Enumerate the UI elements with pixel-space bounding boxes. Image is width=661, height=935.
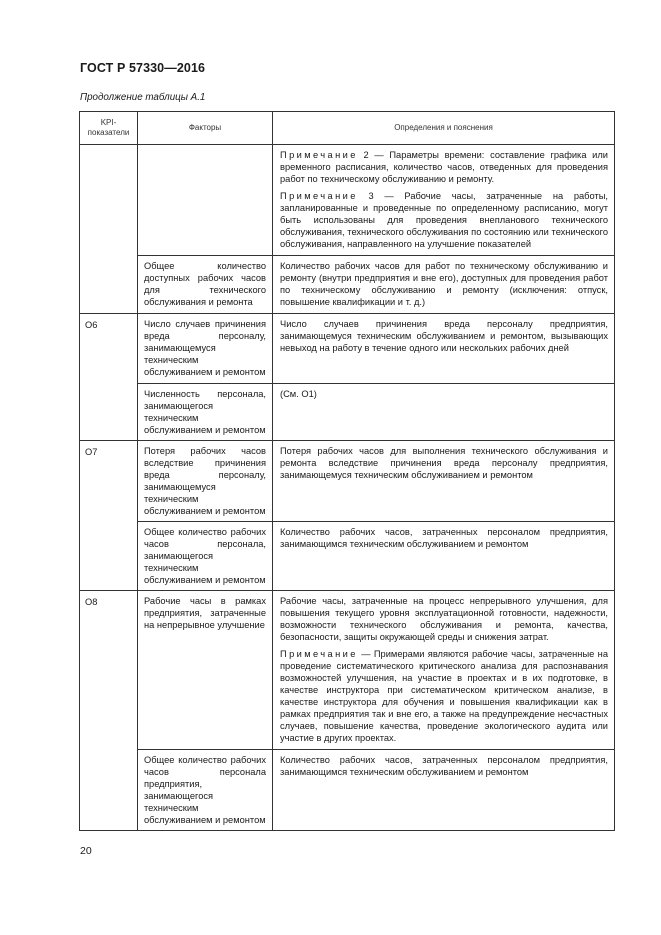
factor-cell: Потеря рабочих часов вследствие причинения вреда персоналу, занимающемуся техническим обслуживанием и ремонтом xyxy=(138,441,273,522)
definition-paragraph xyxy=(280,260,608,308)
table-row xyxy=(80,522,615,591)
definition-cell xyxy=(273,256,615,314)
table-row xyxy=(80,314,615,384)
factor-cell: Рабочие часы в рамках предприятия, затраченные на непрерывное улучшение xyxy=(138,591,273,750)
table-row xyxy=(80,256,615,314)
definition-cell xyxy=(273,522,615,591)
definition-text: 3 — Рабочие часы, затраченные на работы, запланированные и проведенные по определенному расписанию, могут быть использованы для проведения внепланового технического обслуживания, технического обслуживания по состоянию или технического обслуживания, направленного на улучшение показателей xyxy=(280,191,608,249)
kpi-code-cell: O6 xyxy=(80,314,138,441)
definition-paragraph xyxy=(280,149,608,185)
table-header-row xyxy=(80,112,615,145)
table-row xyxy=(80,591,615,750)
definition-paragraph xyxy=(280,388,608,400)
note-label: Примечание xyxy=(280,150,358,160)
definition-paragraph xyxy=(280,595,608,643)
note-label: Примечание xyxy=(280,191,358,201)
definition-text: 2 — Параметры времени: составление графика или временного расписания, количество часов, отведенных для проведения работ по техническому обслуживанию и ремонту. xyxy=(280,150,608,184)
column-header-factors: Факторы xyxy=(138,112,273,145)
factor-cell xyxy=(138,145,273,256)
kpi-code-cell xyxy=(80,145,138,314)
kpi-table xyxy=(79,111,615,831)
definition-paragraph xyxy=(280,318,608,354)
column-header-kpi: KPI-показатели xyxy=(80,112,138,145)
definition-text: Рабочие часы, затраченные на процесс непрерывного улучшения, для повышения текущего уровня эксплуатационной готовности, надежности, возможности технического обслуживания и ремонта, качества, безопасности, защиты окружающей среды и снижения затрат. xyxy=(280,596,608,642)
table-body xyxy=(80,145,615,831)
definition-paragraph xyxy=(280,445,608,481)
table-row xyxy=(80,145,615,256)
table-row xyxy=(80,750,615,831)
definition-text: Количество рабочих часов для работ по техническому обслуживанию и ремонту (внутри предприятия и вне его), доступных для проведения работ по техническому обслуживанию и ремонту (исключения: отпуск, повышение квалификации и т. д.) xyxy=(280,261,608,307)
document-header: ГОСТ Р 57330—2016 xyxy=(80,61,206,75)
column-header-definitions: Определения и пояснения xyxy=(273,112,615,145)
definition-paragraph xyxy=(280,754,608,778)
definition-text: Число случаев причинения вреда персоналу предприятия, занимающемуся техническим обслуживанием и ремонтом, вызывающих невыход на работу в течение одного или нескольких рабочих дней xyxy=(280,319,608,353)
factor-cell: Общее количество рабочих часов персонала предприятия, занимающегося техническим обслуживанием и ремонтом xyxy=(138,750,273,831)
definition-paragraph xyxy=(280,190,608,250)
definition-text: Потеря рабочих часов для выполнения технического обслуживания и ремонта вследствие причинения вреда персоналу предприятия, занимающемуся техническим обслуживанием и ремонтом xyxy=(280,446,608,480)
definition-cell xyxy=(273,384,615,441)
definition-text: — Примерами являются рабочие часы, затраченные на проведение систематического критического анализа для распознавания возможностей улучшения, на участие в проектах и в их подготовке, в качестве инструктора при систематическом критическом анализе, в качестве инструктора для обучения и повышения квалификации как в рамках предприятия так и вне его, а также на предупреждение несчастных случаев, повышение качества, проведение экологического аудита или участие в других проектах. xyxy=(280,649,608,743)
table-row xyxy=(80,441,615,522)
definition-paragraph xyxy=(280,648,608,744)
page-number: 20 xyxy=(80,845,92,857)
definition-cell xyxy=(273,314,615,384)
note-label: Примечание xyxy=(280,649,358,659)
factor-cell: Общее количество рабочих часов персонала, занимающегося техническим обслуживанием и ремонтом xyxy=(138,522,273,591)
factor-cell: Общее количество доступных рабочих часов для технического обслуживания и ремонта xyxy=(138,256,273,314)
kpi-code-cell: O7 xyxy=(80,441,138,591)
definition-paragraph xyxy=(280,526,608,550)
kpi-code-cell: O8 xyxy=(80,591,138,831)
definition-cell xyxy=(273,441,615,522)
definition-cell xyxy=(273,591,615,750)
definition-cell xyxy=(273,750,615,831)
definition-text: Количество рабочих часов, затраченных персоналом предприятия, занимающимся техническим обслуживанием и ремонтом xyxy=(280,527,608,549)
table-row xyxy=(80,384,615,441)
definition-text: (См. O1) xyxy=(280,389,317,399)
definition-text: Количество рабочих часов, затраченных персоналом предприятия, занимающимся техническим обслуживанием и ремонтом xyxy=(280,755,608,777)
factor-cell: Численность персонала, занимающегося техническим обслуживанием и ремонтом xyxy=(138,384,273,441)
factor-cell: Число случаев причинения вреда персоналу, занимающемуся техническим обслуживанием и ремонтом xyxy=(138,314,273,384)
definition-cell xyxy=(273,145,615,256)
table-caption: Продолжение таблицы А.1 xyxy=(80,92,206,103)
